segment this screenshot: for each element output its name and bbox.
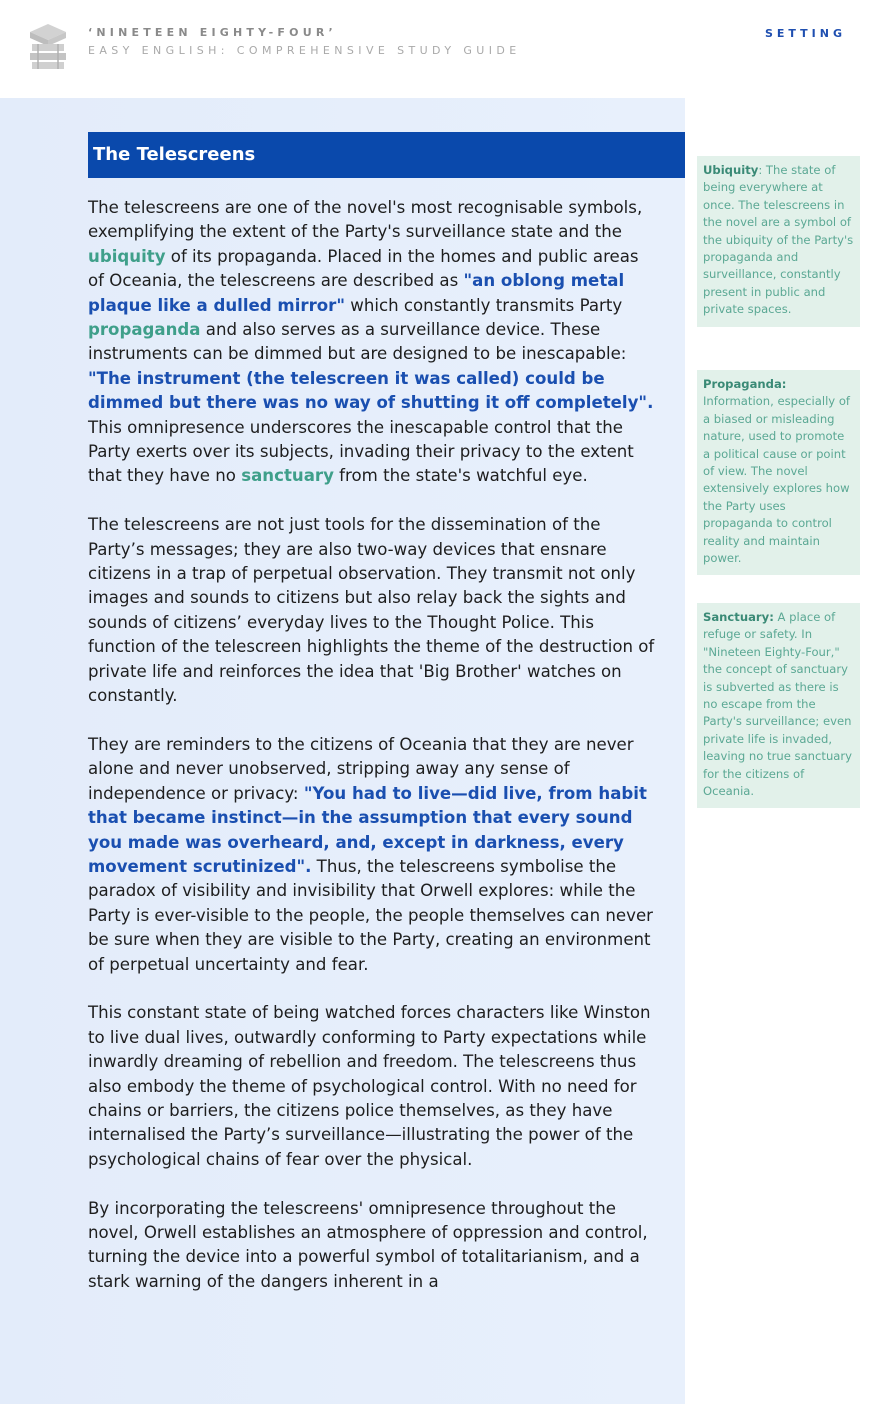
paragraph-2: The telescreens are not just tools for the dissemination of the Party’s messages; they are also two-way devices that ensnare citizens in a trap of perpetual observation. They transmit not only images and sounds to citizens but also relay back the sights and sounds of citizens’ everyday lives to the Thought Police. This function of the telescreen highlights the theme of the destruction of private life and reinforces the idea that 'Big Brother' watches on constantly.: [88, 515, 655, 706]
quote-telescreen-description: "an oblong metal plaque like a dulled mirror": [88, 271, 625, 315]
text-run: and also serves as a surveillance device. These instruments can be dimmed but are designed to be inescapable:: [88, 320, 627, 364]
glossary-note-sanctuary: [697, 603, 860, 808]
page-header: [0, 0, 880, 98]
book-title: ‘NINETEEN EIGHTY-FOUR’: [88, 26, 337, 39]
glossary-note-propaganda: [697, 370, 860, 575]
glossary-definition: Information, especially of a biased or misleading nature, used to promote a political cause or point of view. The novel extensively explores how the Party uses propaganda to control reality and maintain power.: [703, 394, 851, 566]
text-run: This omnipresence underscores the inescapable control that the Party exerts over its subjects, invading their privacy to the extent that they have no: [88, 417, 634, 486]
keyword-ubiquity: ubiquity: [88, 246, 166, 266]
keyword-sanctuary: sanctuary: [241, 466, 334, 486]
text-run: from the state's watchful eye.: [333, 466, 588, 486]
section-title: The Telescreens: [88, 132, 685, 178]
paragraph-1: [88, 196, 658, 489]
text-run: They are reminders to the citizens of Oceania that they are never alone and never unobserved, stripping away any sense of independence or privacy:: [88, 734, 634, 803]
section-label: SETTING: [764, 27, 846, 40]
text-run: The telescreens are one of the novel's most recognisable symbols, exemplifying the extent of the Party's surveillance state and the: [88, 198, 643, 242]
glossary-term: Propaganda:: [703, 377, 787, 391]
paragraph-4: This constant state of being watched forces characters like Winston to live dual lives, outwardly conforming to Party expectations while inwardly dreaming of rebellion and freedom. The telescreens thus also embody the theme of psychological control. With no need for chains or barriers, the citizens police themselves, as they have internalised the Party’s surveillance—illustrating the power of the psychological chains of fear over the physical.: [88, 1003, 651, 1169]
paragraph-3: [88, 733, 658, 977]
keyword-propaganda: propaganda: [88, 320, 201, 340]
quote-every-sound: "You had to live—did live, from habit that became instinct—in the assumption that every sound you made was overheard, and, except in darkness, every movement scrutinized".: [88, 783, 647, 876]
glossary-definition: A place of refuge or safety. In "Nineteen Eighty-Four," the concept of sanctuary is subverted as there is no escape from the Party's surveillance; even private life is invaded, leaving no true sanctuary for the citizens of Oceania.: [703, 610, 853, 799]
glossary-separator: :: [758, 163, 763, 177]
paragraph-5: By incorporating the telescreens' omnipresence throughout the novel, Orwell establishes an atmosphere of oppression and control, turning the device into a powerful symbol of totalitarianism, and a stark warning of the dangers inherent in a: [88, 1198, 648, 1291]
quote-telescreen-dimmed: "The instrument (the telescreen it was called) could be dimmed but there was no way of shutting it off completely".: [88, 368, 654, 413]
article-body: [88, 196, 658, 1319]
guide-subtitle: EASY ENGLISH: COMPREHENSIVE STUDY GUIDE: [88, 44, 521, 57]
text-run: of its propaganda. Placed in the homes and public areas of Oceania, the telescreens are described as: [88, 246, 639, 291]
text-run: which constantly transmits Party: [345, 295, 623, 315]
glossary-term: Sanctuary:: [703, 610, 774, 624]
glossary-term: Ubiquity: [703, 163, 759, 177]
text-run: Thus, the telescreens symbolise the paradox of visibility and invisibility that Orwell explores: while the Party is ever-visible to the people, the people themselves can never be sure when they are visible to the Party, creating an environment of perpetual uncertainty and fear.: [88, 856, 653, 974]
glossary-note-ubiquity: [697, 156, 860, 327]
book-stack-icon: [26, 18, 70, 72]
glossary-definition: The state of being everywhere at once. The telescreens in the novel are a symbol of the ubiquity of the Party's propaganda and surveillance, constantly present in public and private spaces.: [703, 163, 854, 317]
